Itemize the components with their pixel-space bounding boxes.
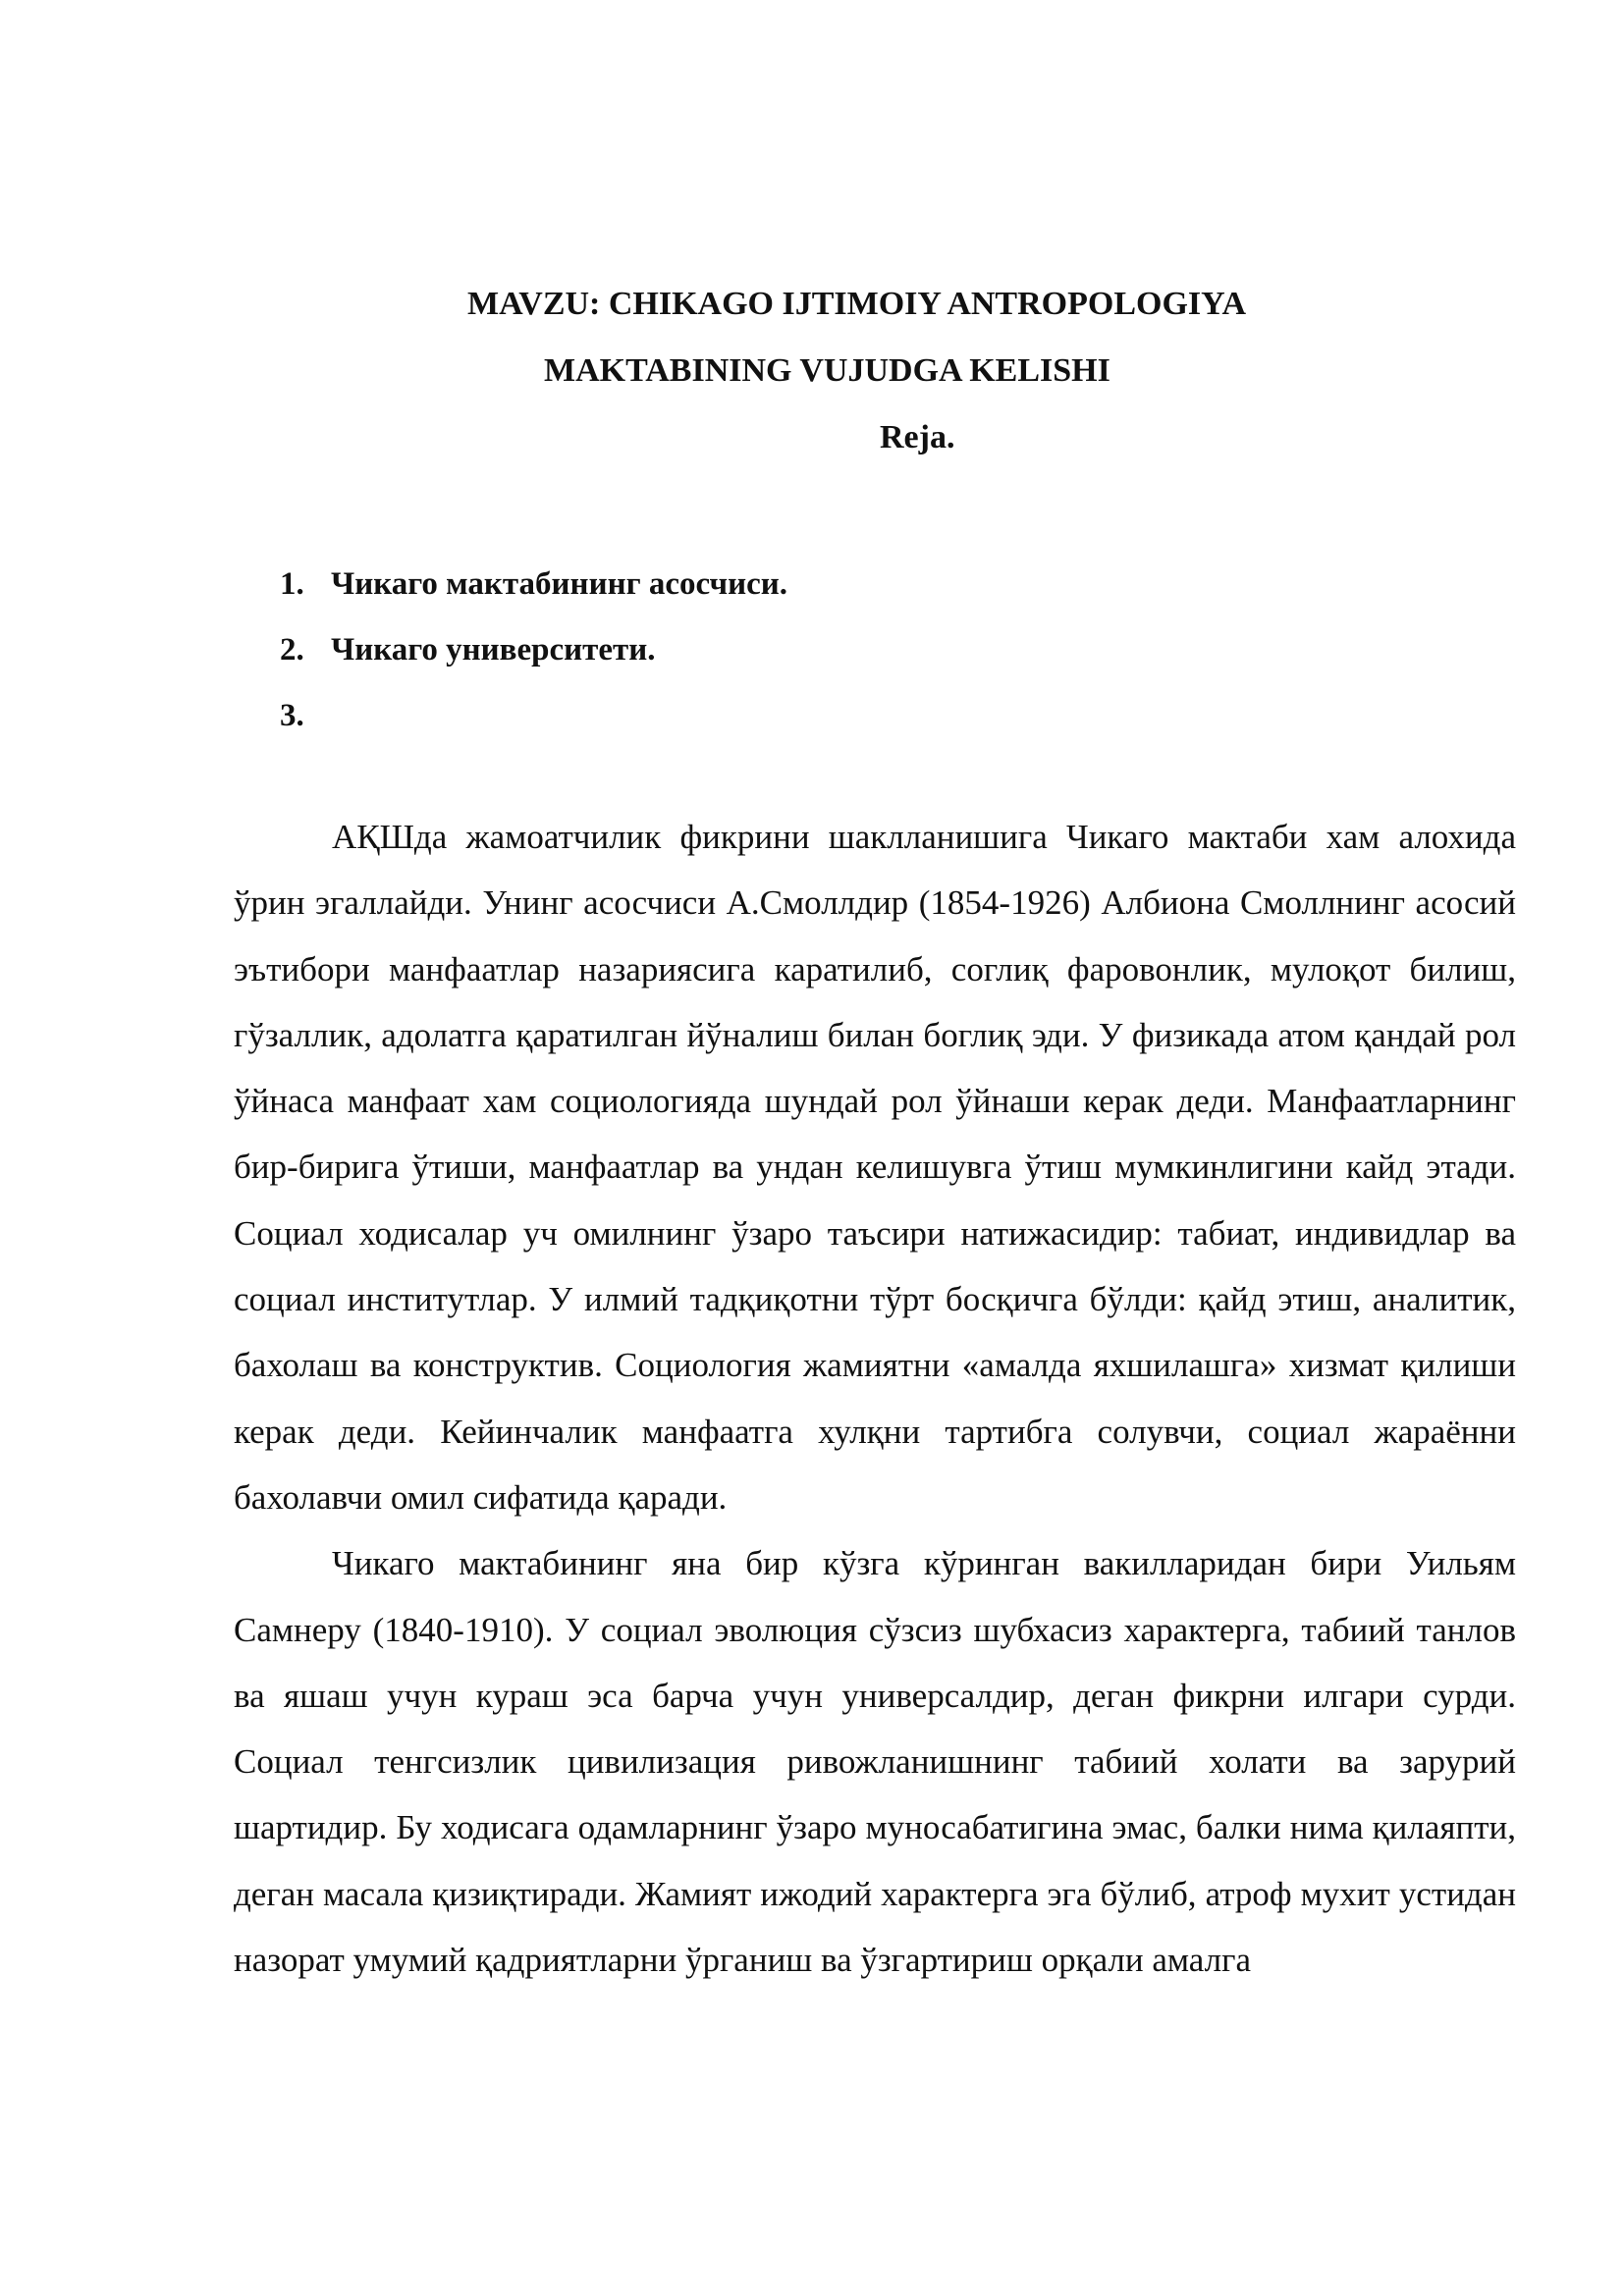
title-line-2: MAKTABINING VUJUDGA KELISHI (544, 352, 1110, 389)
plan-item (280, 617, 787, 683)
plan-list (280, 552, 787, 749)
paragraph: Чикаго мактабининг яна бир кўзга кўринган вакилларидан бири Уильям Самнеру (1840-1910). У социал эволюция сўзсиз шубхасиз характерга, табиий танлов ва яшаш учун кураш эса барча учун универсалдир, деган фикрни илгари сурди. Социал тенгсизлик цивилизация ривожланишнинг табиий холати ва зарурий шартидир. Бу ходисага одамларнинг ўзаро муносабатигина эмас, балки нима қилаяпти, деган масала қизиқтиради. Жамият ижодий характерга эга бўлиб, атроф мухит устидан назорат умумий қадриятларни ўрганиш ва ўзгартириш орқали амалга (234, 1544, 1516, 1980)
plan-heading: Reja. (880, 419, 955, 455)
plan-item (280, 683, 787, 749)
paragraph: АҚШда жамоатчилик фикрини шаклланишига Чикаго мактаби хам алохида ўрин эгаллайди. Унинг асосчиси А.Смоллдир (1854-1926) Албиона Смоллнинг асосий эътибори манфаатлар назариясига каратилиб, соглиқ фаровонлик, мулоқот билиш, гўзаллик, адолатга қаратилган йўналиш билан боглиқ эди. У физикада атом қандай рол ўйнаса манфаат хам социологияда шундай рол ўйнаши керак деди. Манфаатларнинг бир-бирига ўтиши, манфаатлар ва ундан келишувга ўтиш мумкинлигини кайд этади. Социал ходисалар уч омилнинг ўзаро таъсири натижасидир: табиат, индивидлар ва социал институтлар. У илмий тадқиқотни тўрт босқичга бўлди: қайд этиш, аналитик, бахолаш ва конструктив. Социология жамиятни «амалда яхшилашга» хизмат қилиши керак деди. Кейинчалик манфаатга хулқни тартибга солувчи, социал жараённи бахолавчи омил сифатида қаради. (234, 818, 1516, 1517)
plan-item-text: Чикаго мактабининг асосчиси. (331, 566, 787, 602)
plan-item-number: 1. (280, 566, 304, 602)
plan-item-number: 2. (280, 632, 304, 667)
plan-item-text: Чикаго университети. (331, 632, 656, 667)
body-text (234, 804, 1516, 1993)
plan-item-number: 3. (280, 698, 304, 733)
plan-item (280, 552, 787, 617)
title-line-1: MAVZU: CHIKAGO IJTIMOIY ANTROPOLOGIYA (467, 286, 1247, 322)
